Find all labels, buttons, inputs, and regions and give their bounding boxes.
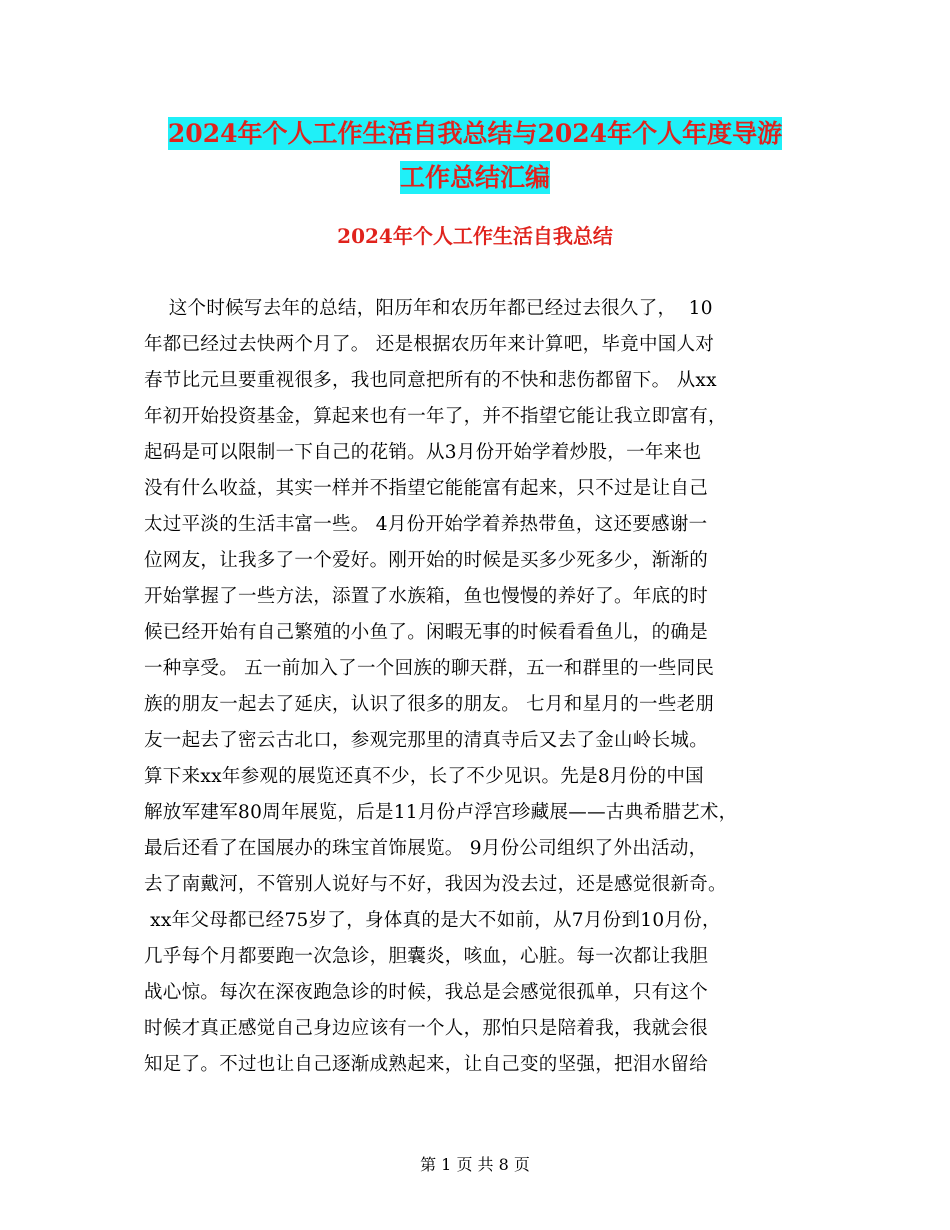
body-line: 算下来xx年参观的展览还真不少，长了不少见识。先是8月份的中国 — [144, 766, 704, 787]
section-title: 2024年个人工作生活自我总结 — [337, 224, 613, 248]
body-line: 知足了。不过也让自己逐渐成熟起来，让自己变的坚强，把泪水留给 — [144, 1054, 709, 1075]
body-line: 战心惊。每次在深夜跑急诊的时候，我总是会感觉很孤单，只有这个 — [144, 982, 709, 1003]
body-line: 年都已经过去快两个月了。 还是根据农历年来计算吧，毕竟中国人对 — [144, 334, 715, 355]
body-line: 去了南戴河，不管别人说好与不好，我因为没去过，还是感觉很新奇。 — [144, 874, 727, 895]
body-line: 最后还看了在国展办的珠宝首饰展览。 9月份公司组织了外出活动， — [144, 838, 708, 859]
body-line: 春节比元旦要重视很多，我也同意把所有的不快和悲伤都留下。 从xx — [144, 370, 717, 391]
document-title-line-2: 工作总结汇编 — [399, 163, 550, 192]
body-line: 候已经开始有自己繁殖的小鱼了。闲暇无事的时候看看鱼儿，的确是 — [144, 622, 709, 643]
body-line: 一种享受。 五一前加入了一个回族的聊天群，五一和群里的一些同民 — [144, 658, 715, 679]
body-line: 没有什么收益，其实一样并不指望它能能富有起来，只不过是让自己 — [144, 478, 709, 499]
page-number-footer: 第 1 页 共 8 页 — [420, 1155, 530, 1174]
body-line: 开始掌握了一些方法，添置了水族箱，鱼也慢慢的养好了。年底的时 — [144, 586, 709, 607]
body-line: 几乎每个月都要跑一次急诊，胆囊炎，咳血，心脏。每一次都让我胆 — [144, 946, 709, 967]
body-line: 年初开始投资基金，算起来也有一年了，并不指望它能让我立即富有， — [144, 406, 727, 427]
body-line: xx年父母都已经75岁了，身体真的是大不如前，从7月份到10月份， — [144, 910, 721, 931]
body-line: 解放军建军80周年展览，后是11月份卢浮宫珍藏展——古典希腊艺术， — [144, 802, 738, 823]
body-line: 起码是可以限制一下自己的花销。从3月份开始学着炒股，一年来也 — [144, 442, 702, 463]
document-title — [0, 112, 950, 200]
body-line: 时候才真正感觉自己身边应该有一个人，那怕只是陪着我，我就会很 — [144, 1018, 709, 1039]
document-title-line-1: 2024年个人工作生活自我总结与2024年个人年度导游 — [167, 119, 783, 148]
body-line: 族的朋友一起去了延庆，认识了很多的朋友。 七月和星月的一些老朋 — [144, 694, 715, 715]
body-line: 友一起去了密云古北口，参观完那里的清真寺后又去了金山岭长城。 — [144, 730, 709, 751]
body-line: 太过平淡的生活丰富一些。 4月份开始学着养热带鱼，这还要感谢一 — [144, 514, 708, 535]
body-line: 位网友，让我多了一个爱好。刚开始的时候是买多少死多少，渐渐的 — [144, 550, 709, 571]
body-line: 这个时候写去年的总结，阳历年和农历年都已经过去很久了， 10 — [144, 298, 713, 319]
